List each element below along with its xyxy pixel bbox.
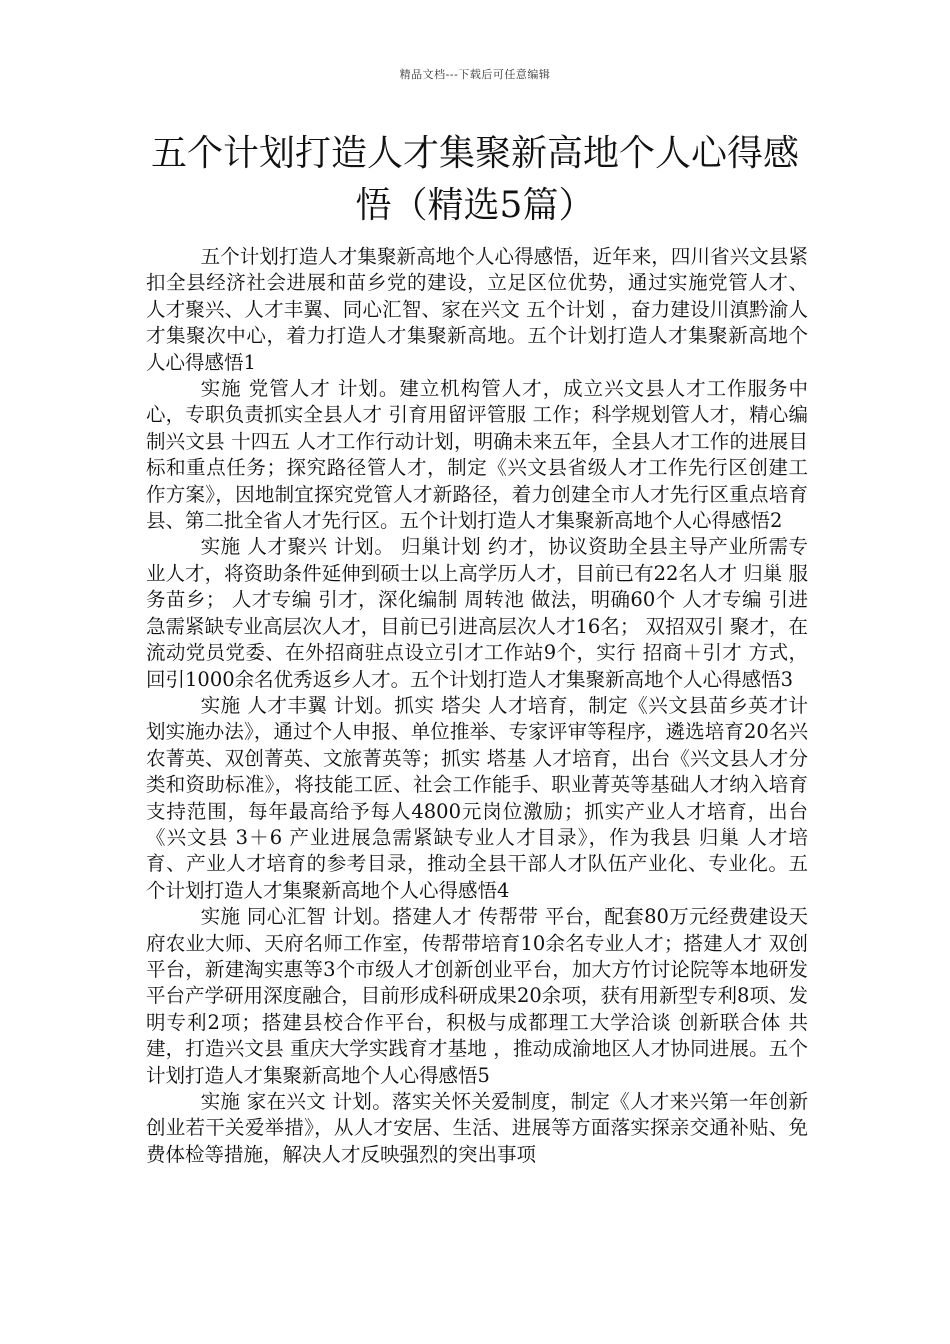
header-note: 精品文档---下载后可任意编辑 <box>399 68 551 81</box>
paragraph-plan-4: 实施 同心汇智 计划。搭建人才 传帮带 平台，配套80万元经费建设天府农业大师、天府名师工作室，传帮带培育10余名专业人才；搭建人才 双创 平台，新建淘实惠等3个市级人才创新创业平台，加大方竹讨论院等本地研发平台产学研用深度融合，目前形成科研成果20余项，获有用新型专利8项、发明专利2项；搭建县校合作平台，积极与成都理工大学洽谈 创新联合体 共建，打造兴文县 重庆大学实践育才基地 ，推动成渝地区人才协同进展。五个计划打造人才集聚新高地个人心得感悟5 <box>146 905 808 1087</box>
paragraph-plan-3: 实施 人才丰翼 计划。抓实 塔尖 人才培育，制定《兴文县苗乡英才计划实施办法》，通过个人申报、单位推举、专家评审等程序，遴选培育20名兴农菁英、双创菁英、文旅菁英等；抓实 塔基 人才培育，出台《兴文县人才分类和资助标准》，将技能工匠、社会工作能手、职业菁英等基础人才纳入培育支持范围，每年最高给予每人4800元岗位激励；抓实产业人才培育，出台《兴文县 3＋6 产业进展急需紧缺专业人才目录》，作为我县 归巢 人才培育、产业人才培育的参考目录，推动全县干部人才队伍产业化、专业化。五个计划打造人才集聚新高地个人心得感悟4 <box>146 693 808 902</box>
paragraph-plan-5: 实施 家在兴文 计划。落实关怀关爱制度，制定《人才来兴第一年创新创业若干关爱举措》，从人才安居、生活、进展等方面落实探亲交通补贴、免费体检等措施，解决人才反映强烈的突出事项 <box>146 1090 808 1166</box>
paragraph-plan-1: 实施 党管人才 计划。建立机构管人才，成立兴文县人才工作服务中心，专职负责抓实全县人才 引育用留评管服 工作；科学规划管人才，精心编制兴文县 十四五 人才工作行动计划，明确未来五年，全县人才工作的进展目标和重点任务；探究路径管人才，制定《兴文县省级人才工作先行区创建工作方案》，因地制宜探究党管人才新路径，着力创建全市人才先行区重点培育县、第二批全省人才先行区。五个计划打造人才集聚新高地个人心得感悟2 <box>146 377 808 533</box>
paragraph-plan-2: 实施 人才聚兴 计划。 归巢计划 约才，协议资助全县主导产业所需专业人才，将资助条件延伸到硕士以上高学历人才，目前已有22名人才 归巢 服务苗乡； 人才专编 引才，深化编制 周转池 做法，明确60个 人才专编 引进急需紧缺专业高层次人才，目前已引进高层次人才16名； 双招双引 聚才，在流动党员党委、在外招商驻点设立引才工作站9个，实行 招商＋引才 方式，回引1000余名优秀返乡人才。五个计划打造人才集聚新高地个人心得感悟3 <box>146 535 808 691</box>
paragraph-intro: 五个计划打造人才集聚新高地个人心得感悟，近年来，四川省兴文县紧扣全县经济社会进展和苗乡党的建设，立足区位优势，通过实施党管人才、人才聚兴、人才丰翼、同心汇智、家在兴文 五个计划 ，奋力建设川滇黔渝人才集聚次中心，着力打造人才集聚新高地。五个计划打造人才集聚新高地个人心得感悟1 <box>146 245 808 374</box>
document-body <box>146 244 808 1168</box>
document-title: 五个计划打造人才集聚新高地个人心得感悟（精选5篇） <box>150 133 799 226</box>
